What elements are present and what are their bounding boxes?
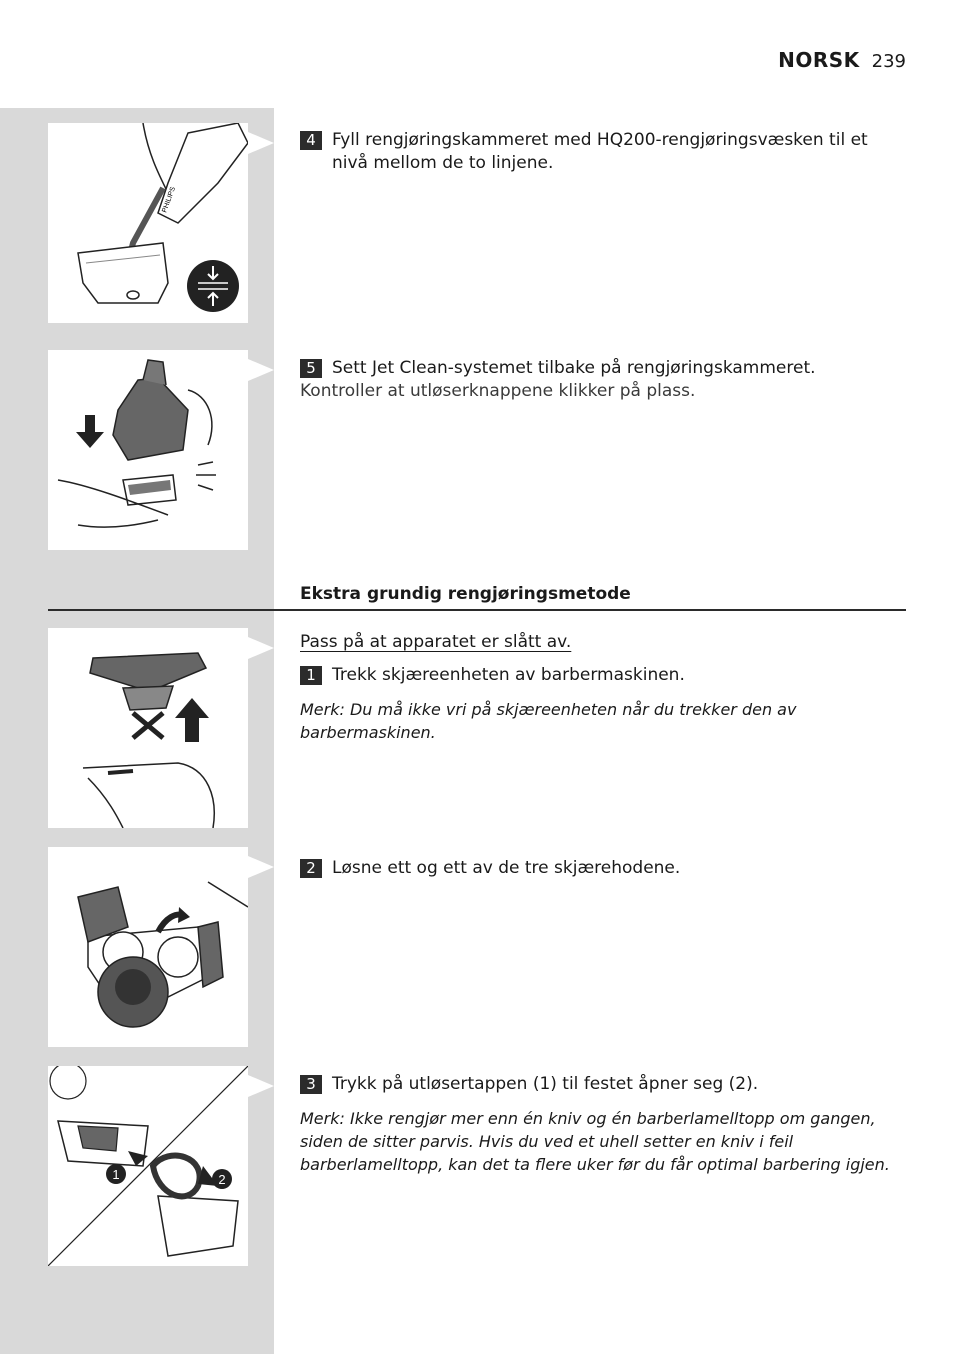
up-arrow-icon [175,698,209,742]
step-text: Sett Jet Clean-systemet tilbake på rengjøringskammeret. [332,358,816,378]
illustration-pour-fluid [48,123,248,323]
language-label: NORSK [778,48,860,72]
step-5 [300,357,900,403]
illustration-release-tab [48,1066,248,1266]
illustration-jet-clean [48,350,248,550]
fill-level-icon [187,260,239,312]
section-divider [48,609,906,611]
step-text: Trykk på utløsertappen (1) til festet åpner seg (2). [332,1074,759,1094]
step-number: 4 [300,131,322,150]
callout-notch [248,132,274,154]
step-number: 2 [300,859,322,878]
step-4 [300,129,900,175]
step-number: 5 [300,359,322,378]
callout-notch [248,637,274,659]
step-number: 1 [300,666,322,685]
step-number: 3 [300,1075,322,1094]
bottle-brand-text: PHILIPS [161,186,178,214]
callout-notch [248,359,274,381]
step-text: Løsne ett og ett av de tre skjærehodene. [332,858,681,878]
step-extra-text: Kontroller at utløserknappene klikker på plass. [300,381,696,401]
step-note: Merk: Ikke rengjør mer enn én kniv og én barberlamelltopp om gangen, siden de sitter parvis. Hvis du ved et uhell setter en kniv i feil barberlamelltopp, kan det ta flere uker før du får optimal barbering igjen. [300,1109,890,1174]
down-arrow-icon [76,415,104,448]
illustration-loosen-heads [48,847,248,1047]
callout-notch [248,856,274,878]
step-text: Fyll rengjøringskammeret med HQ200-rengjøringsvæsken til et nivå mellom de to linjene. [332,130,868,173]
page-number: 239 [871,51,906,72]
section-heading: Ekstra grundig rengjøringsmetode [300,584,631,604]
precondition-text: Pass på at apparatet er slått av. [300,632,572,652]
step-note: Merk: Du må ikke vri på skjæreenheten når du trekker den av barbermaskinen. [300,700,797,742]
callout-1-label: 1 [112,1167,120,1182]
step-1-block [300,631,900,744]
callout-2-label: 2 [218,1172,226,1187]
step-2 [300,857,900,880]
page-header [778,48,906,72]
illustration-pull-unit [48,628,248,828]
step-3 [300,1073,900,1176]
callout-notch [248,1075,274,1097]
step-text: Trekk skjæreenheten av barbermaskinen. [332,665,685,685]
